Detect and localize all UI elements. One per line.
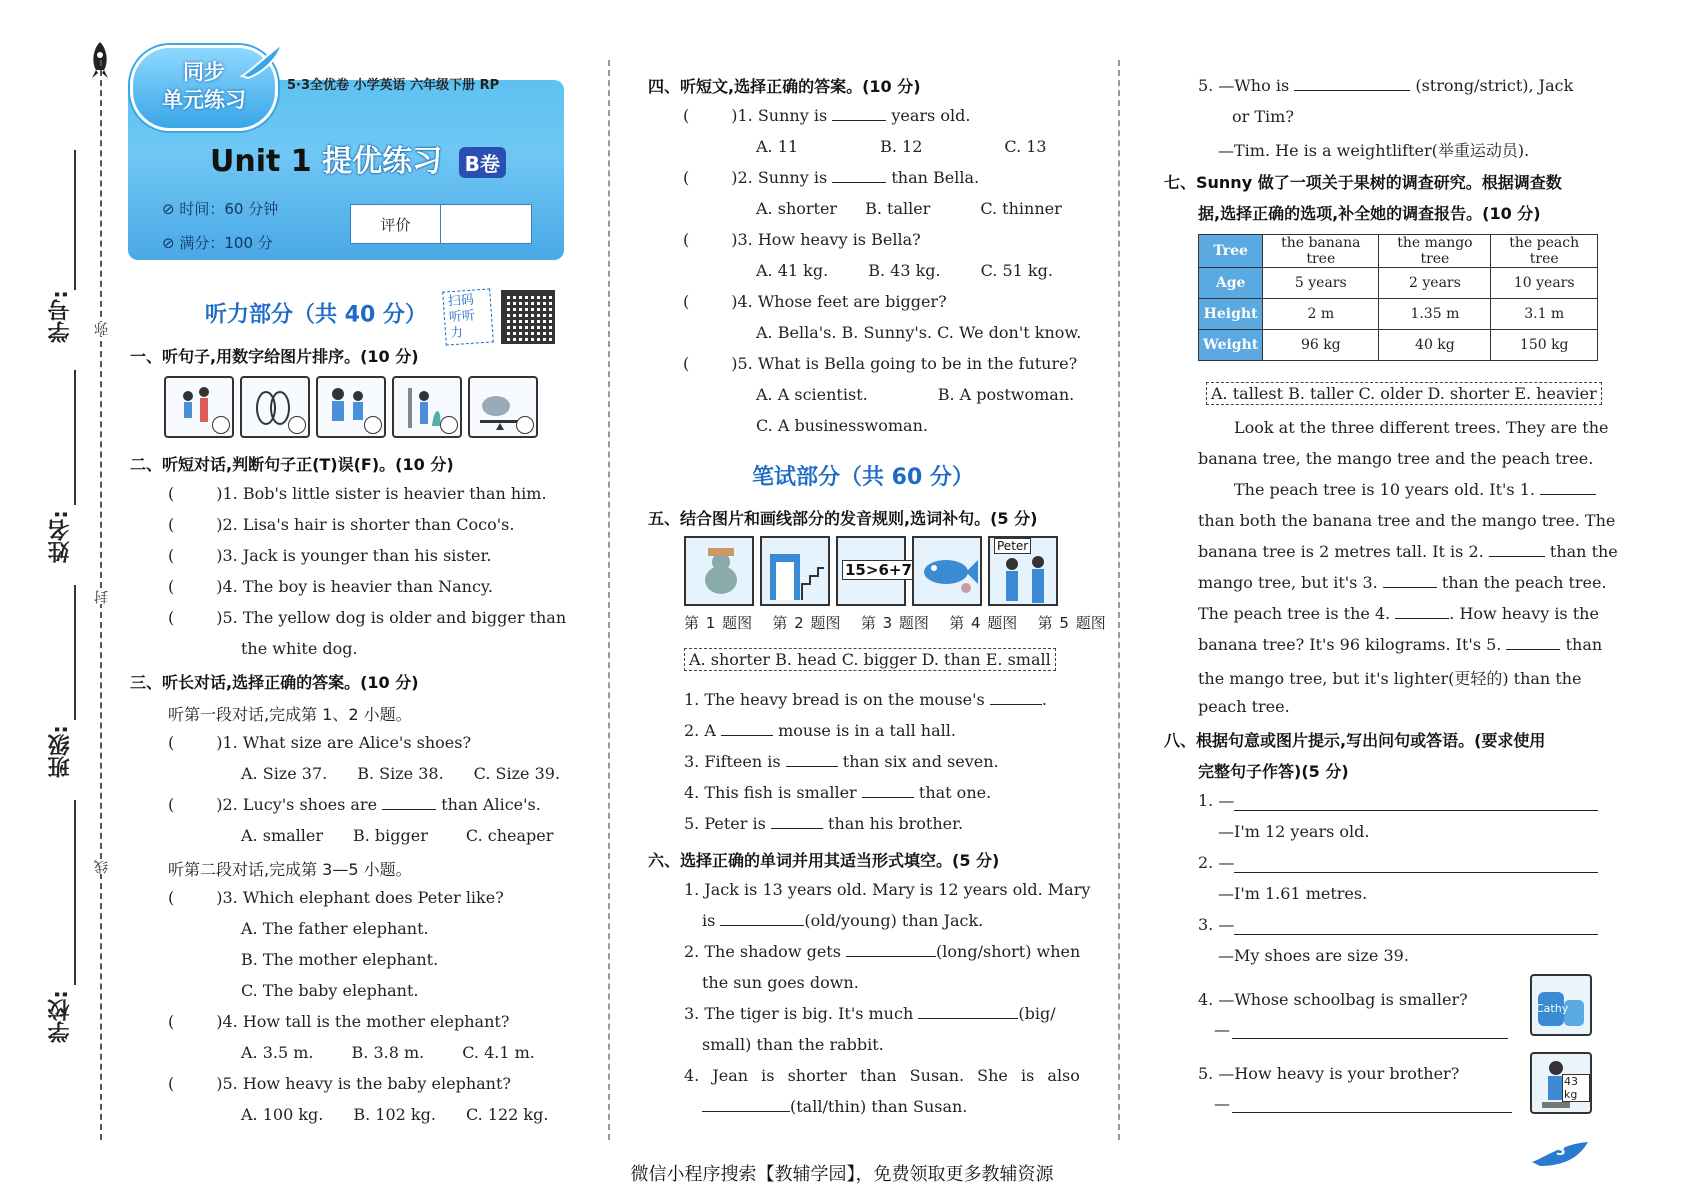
s2-item-2: ( )2. Lisa's hair is shorter than Coco's. [168,515,515,534]
section-7-title-line1: 七、Sunny 做了一项关于果树的调查研究。根据调查数 [1164,173,1562,192]
s3-q3-option-b: B. The mother elephant. [241,950,439,969]
table-row-label: Height [1199,299,1263,330]
section-1-title: 一、听句子,用数字给图片排序。(10 分) [130,347,419,366]
listening-part-header [205,290,555,344]
s4-q1-options: A. 11 B. 12 C. 13 [756,137,1047,156]
answer-blank[interactable] [702,1111,790,1112]
s4-q5-options-ab: A. A scientist. B. A postwoman. [756,385,1075,404]
s4-q3: ( )3. How heavy is Bella? [683,230,921,249]
s3-intro-1: 听第一段对话,完成第 1、2 小题。 [168,705,412,724]
written-title: 笔试部分（共 60 分） [752,465,974,490]
s5-captions: 第 1 题图 第 2 题图 第 3 题图 第 4 题图 第 5 题图 [684,614,1106,632]
schoolbag-name-tag: Cathy [1536,1002,1569,1015]
s3-q1-options: A. Size 37. B. Size 38. C. Size 39. [241,764,561,783]
s3-q2: ( )2. Lucy's shoes are than Alice's. [168,795,541,814]
table-row [1199,299,1598,330]
page-title: Unit 1 提优练习 B卷 [210,136,506,180]
answer-blank[interactable] [1383,587,1437,588]
table-cell: 96 kg [1263,330,1379,361]
table-header-row [1199,235,1598,268]
s7-passage-line: banana tree is 2 metres tall. It is 2. than the [1198,542,1618,561]
answer-blank[interactable] [786,766,838,767]
column-divider [1118,60,1120,1140]
answer-line[interactable] [1234,872,1598,873]
s7-passage-line: banana tree? It's 96 kilograms. It's 5. than [1198,635,1603,654]
s4-q5-option-c: C. A businesswoman. [756,416,928,435]
scan-to-listen-label: 扫码听听力 [442,288,494,345]
binding-char-feng: 封 [94,590,110,604]
picture-tall-hall [760,536,830,606]
table-cell: 2 m [1263,299,1379,330]
s8-item-3-question: 3. — [1198,915,1235,934]
picture-mouse-bread [684,536,754,606]
section-2-title: 二、听短对话,判断句子正(T)误(F)。(10 分) [130,455,454,474]
answer-blank[interactable] [832,120,886,121]
s7-passage-line: The peach tree is 10 years old. It's 1. [1234,480,1596,499]
s8-item-2-answer: —I'm 1.61 metres. [1218,884,1368,903]
table-cell: 40 kg [1379,330,1491,361]
weight-label: 43 kg [1562,1074,1590,1102]
table-cell: 150 kg [1491,330,1598,361]
picture-fish [912,536,982,606]
s5-item-3: 3. Fifteen is than six and seven. [684,752,999,771]
answer-blank[interactable] [918,1018,1018,1019]
class-blank[interactable] [74,585,76,720]
footer-promo: 微信小程序搜索【教辅学园】，免费领取更多教辅资源 [630,1164,1054,1185]
s6-item-5b: or Tim? [1232,107,1294,126]
student-no-label: 学号: [48,290,73,343]
answer-line[interactable] [1232,1112,1512,1113]
table-header-cell: the peach tree [1491,235,1598,268]
answer-circle[interactable] [364,416,382,434]
picture-peter-brother: Peter [988,536,1058,606]
s5-item-1: 1. The heavy bread is on the mouse's . [684,690,1047,709]
s8-item-3-answer: —My shoes are size 39. [1218,946,1409,965]
answer-blank[interactable] [721,735,773,736]
s6-item-4b: (tall/thin) than Susan. [702,1097,967,1116]
s8-item-5-question: 5. —How heavy is your brother? [1198,1064,1460,1083]
s4-q5: ( )5. What is Bella going to be in the future? [683,354,1078,373]
s7-passage-line: than both the banana tree and the mango tree. The [1198,511,1616,530]
answer-circle[interactable] [288,416,306,434]
answer-blank[interactable] [720,925,804,926]
unit-practice-tag: 同步 单元练习 [130,45,278,131]
s6-item-1b: is (old/young) than Jack. [702,911,984,930]
tree-survey-table [1198,234,1598,361]
evaluation-box[interactable] [350,204,532,244]
s3-q3-option-a: A. The father elephant. [241,919,429,938]
column-divider [608,60,610,1140]
s8-item-1-question: 1. — [1198,791,1235,810]
s2-item-3: ( )3. Jack is younger than his sister. [168,546,492,565]
answer-blank[interactable] [862,797,914,798]
s6-item-2b: the sun goes down. [702,973,859,992]
table-cell: 1.35 m [1379,299,1491,330]
answer-line[interactable] [1234,810,1598,811]
answer-blank[interactable] [990,704,1042,705]
table-header-cell: the mango tree [1379,235,1491,268]
weighing-boy-picture [1530,1052,1592,1114]
evaluation-label: 评价 [351,205,441,243]
s3-q4-options: A. 3.5 m. B. 3.8 m. C. 4.1 m. [241,1043,535,1062]
section-7-title-line2: 据,选择正确的选项,补全她的调查报告。(10 分) [1198,204,1541,223]
s7-passage-line: Look at the three different trees. They are the [1234,418,1609,437]
s4-q3-options: A. 41 kg. B. 43 kg. C. 51 kg. [756,261,1053,280]
table-cell: 3.1 m [1491,299,1598,330]
s3-q1: ( )1. What size are Alice's shoes? [168,733,472,752]
s8-item-4-question: 4. —Whose schoolbag is smaller? [1198,990,1468,1009]
section-6-title: 六、选择正确的单词并用其适当形式填空。(5 分) [648,851,1000,870]
answer-line[interactable] [1234,934,1598,935]
picture-two-boys [316,376,386,438]
answer-circle[interactable] [440,416,458,434]
section-1-pictures [164,376,538,438]
s8-item-1-answer: —I'm 12 years old. [1218,822,1370,841]
table-cell: 10 years [1491,268,1598,299]
s3-q3-option-c: C. The baby elephant. [241,981,419,1000]
answer-blank[interactable] [846,956,936,957]
listening-title: 听力部分（共 40 分） [205,302,427,328]
s2-item-5-cont: the white dog. [241,639,358,658]
s5-item-2: 2. A mouse is in a tall hall. [684,721,956,740]
qr-code-icon[interactable] [501,290,555,344]
s3-intro-2: 听第二段对话,完成第 3—5 小题。 [168,860,412,879]
volume-badge: B卷 [459,147,506,178]
s3-q2-options: A. smaller B. bigger C. cheaper [241,826,554,845]
binding-strip [0,0,115,1191]
picture-shoes [240,376,310,438]
time-info: ⊘ 时间：60 分钟 [162,200,279,218]
check-icon: ⊘ [162,234,175,252]
picture-kids-height [164,376,234,438]
answer-line[interactable] [1232,1038,1508,1039]
s6-item-3a: 3. The tiger is big. It's much (big/ [684,1004,1056,1023]
s3-q5-options: A. 100 kg. B. 102 kg. C. 122 kg. [241,1105,549,1124]
answer-blank[interactable] [1540,494,1596,495]
table-header-cell: Tree [1199,235,1263,268]
rocket-decoration-icon [238,40,286,80]
book-info: 5·3全优卷 小学英语 六年级下册 RP [287,78,500,93]
s7-word-bank: A. tallest B. taller C. older D. shorter E. heavier [1206,382,1602,405]
s7-passage-line: mango tree, but it's 3. than the peach tree. [1198,573,1607,592]
table-cell: 5 years [1263,268,1379,299]
name-label: 姓名: [48,510,73,563]
binding-char-xian: 线 [94,860,110,874]
binding-char-mi: 弥 [94,322,110,336]
s4-q4-options: A. Bella's. B. Sunny's. C. We don't know. [756,323,1082,342]
table-row [1199,268,1598,299]
s6-item-3b: small) than the rabbit. [702,1035,884,1054]
class-label: 班级: [48,725,73,778]
table-row-label: Age [1199,268,1263,299]
table-row [1199,330,1598,361]
s7-passage-line: the mango tree, but it's lighter(更轻的) than the [1198,669,1582,688]
table-header-cell: the banana tree [1263,235,1379,268]
s8-item-5-dash: — [1214,1094,1230,1113]
answer-blank[interactable] [771,828,823,829]
school-label: 学校: [48,990,73,1043]
s2-item-5: ( )5. The yellow dog is older and bigger than [168,608,567,627]
s6-item-2a: 2. The shadow gets (long/short) when [684,942,1081,961]
answer-blank[interactable] [1395,618,1449,619]
s3-q5: ( )5. How heavy is the baby elephant? [168,1074,511,1093]
s3-q3: ( )3. Which elephant does Peter like? [168,888,504,907]
s7-passage-line: peach tree. [1198,697,1290,716]
s6-item-5c: —Tim. He is a weightlifter(举重运动员). [1218,141,1530,160]
table-cell: 2 years [1379,268,1491,299]
answer-blank[interactable] [832,182,886,183]
name-blank[interactable] [74,370,76,505]
school-blank[interactable] [74,800,76,985]
answer-blank[interactable] [1489,556,1545,557]
score-info: ⊘ 满分：100 分 [162,234,273,252]
picture-elephant-seesaw [468,376,538,438]
section-8-title-line1: 八、根据句意或图片提示,写出问句或答语。(要求使用 [1164,731,1546,750]
s5-item-4: 4. This fish is smaller that one. [684,783,992,802]
answer-circle[interactable] [212,416,230,434]
s2-item-4: ( )4. The boy is heavier than Nancy. [168,577,493,596]
section-5-pictures [684,536,1058,606]
s7-passage-line: The peach tree is the 4. . How heavy is the [1198,604,1599,623]
s3-q4: ( )4. How tall is the mother elephant? [168,1012,510,1031]
section-8-title-line2: 完整句子作答)(5 分) [1198,762,1349,781]
s4-q4: ( )4. Whose feet are bigger? [683,292,947,311]
answer-blank[interactable] [1294,90,1410,91]
s6-item-5a: 5. —Who is (strong/strict), Jack [1198,76,1574,95]
s5-item-5: 5. Peter is than his brother. [684,814,964,833]
section-4-title: 四、听短文,选择正确的答案。(10 分) [648,77,921,96]
s4-q2: ( )2. Sunny is than Bella. [683,168,980,187]
clock-icon: ⊘ [162,200,175,218]
student-no-blank[interactable] [74,150,76,290]
s8-item-4-dash: — [1214,1020,1230,1039]
answer-blank[interactable] [382,809,436,810]
section-5-title: 五、结合图片和画线部分的发音规则,选词补句。(5 分) [648,509,1038,528]
answer-circle[interactable] [516,416,534,434]
section-3-title: 三、听长对话,选择正确的答案。(10 分) [130,673,419,692]
s2-item-1: ( )1. Bob's little sister is heavier than him. [168,484,547,503]
table-row-label: Weight [1199,330,1263,361]
s5-word-bank: A. shorter B. head C. bigger D. than E. small [684,648,1056,671]
s4-q2-options: A. shorter B. taller C. thinner [756,199,1062,218]
s6-item-1a: 1. Jack is 13 years old. Mary is 12 years old. Mary [684,880,1091,899]
s8-item-2-question: 2. — [1198,853,1235,872]
picture-math-board: 15>6+7 [836,536,906,606]
answer-blank[interactable] [1506,649,1560,650]
s4-q1: ( )1. Sunny is years old. [683,106,971,125]
s7-passage-line: banana tree, the mango tree and the peach tree. [1198,449,1594,468]
picture-measuring [392,376,462,438]
page-number: 3 [1530,1140,1590,1168]
s6-item-4a: 4. Jean is shorter than Susan. She is also [684,1066,1080,1085]
schoolbag-picture [1530,974,1592,1036]
